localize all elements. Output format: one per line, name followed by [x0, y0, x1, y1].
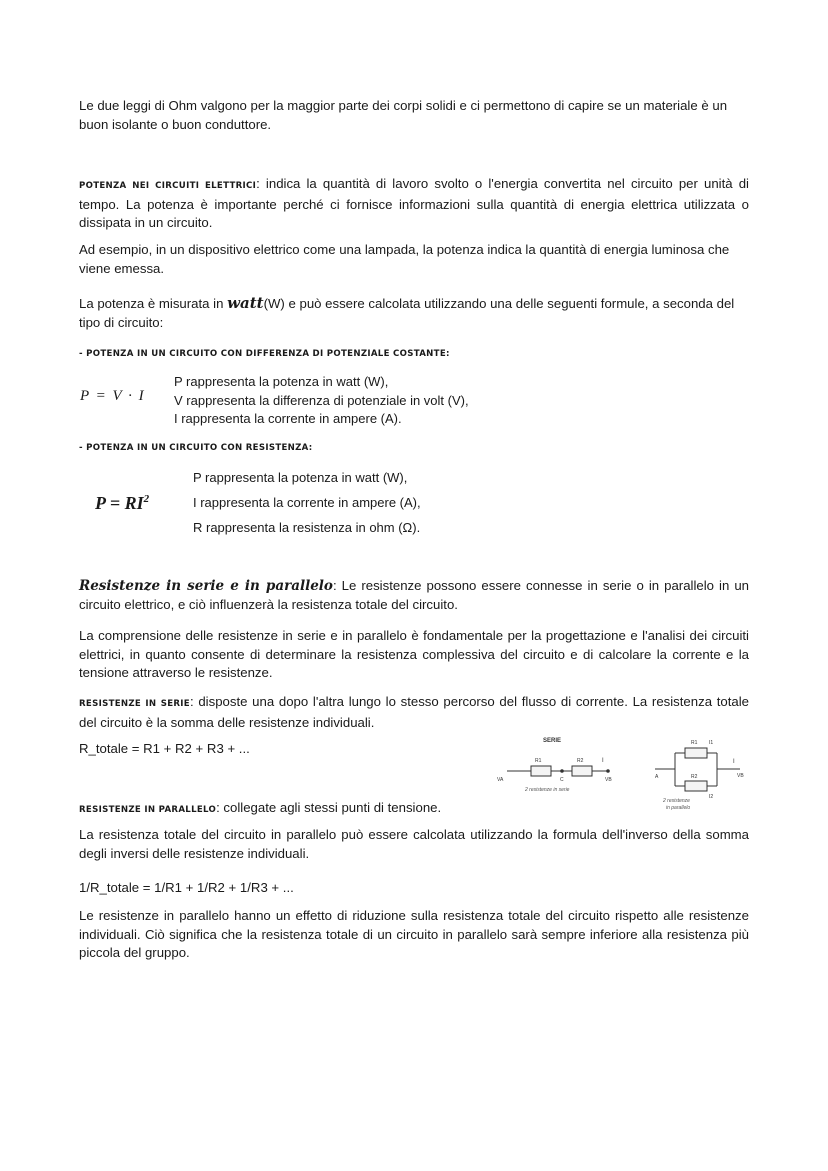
serie-title: SERIE [543, 738, 562, 744]
case2-exponent: 2 [143, 493, 150, 505]
case1-description [174, 373, 469, 429]
par-label-a: A [655, 774, 659, 780]
par-label-r2: R2 [691, 774, 698, 780]
circuit-diagram [495, 731, 775, 816]
par-label-i1: I1 [709, 740, 714, 746]
case1-formula: P = V · I [80, 388, 144, 404]
serie-heading: RESISTENZE IN SERIE [79, 699, 190, 709]
resistenze-text: : Le resistenze possono essere connesse in serie o in parallelo in un circuito elettrico, e ciò influenzerà la resistenza totale del circuito. [79, 578, 750, 612]
case2-line: R rappresenta la resistenza in ohm (Ω). [193, 520, 421, 535]
understanding-paragraph: La comprensione delle resistenze in serie e in parallelo è fondamentale per la progettazione e l'analisi dei circuiti elettrici, in quanto consente di determinare la resistenza complessiva del circuito e di calcolare la corrente e la tensione attraverso le resistenze. [79, 628, 749, 680]
par-label-i2: I2 [709, 794, 714, 800]
case2-line: P rappresenta la potenza in watt (W), [193, 470, 408, 485]
case2-line: I rappresenta la corrente in ampere (A), [193, 495, 421, 510]
par-label-i: I [733, 759, 735, 765]
series-circuit [507, 766, 609, 776]
parallelo-heading: RESISTENZE IN PARALLELO [79, 805, 217, 815]
measure-text-after: (W) e può essere calcolata utilizzando una delle seguenti formule, a seconda del tipo di circuito: [79, 296, 735, 330]
parallelo-formula: 1/R_totale = 1/R1 + 1/R2 + 1/R3 + ... [79, 880, 294, 895]
case1-line: V rappresenta la differenza di potenziale in volt (V), [174, 392, 469, 408]
case2-formula-text: P = RI [95, 493, 144, 513]
case2-formula [95, 490, 149, 513]
case1-line: P rappresenta la potenza in watt (W), [174, 374, 389, 389]
par-label-r1: R1 [691, 740, 698, 746]
measure-paragraph [79, 294, 749, 332]
label-va: VA [497, 777, 504, 783]
par-caption: 2 resistenze [663, 798, 690, 804]
serie-text: : disposte una dopo l'altra lungo lo stesso percorso del flusso di corrente. La resistenza totale del circuito è la somma delle resistenze individuali. [79, 694, 749, 730]
parallelo-paragraph [79, 799, 441, 820]
label-r2: R2 [577, 758, 584, 764]
case2-description [193, 465, 421, 540]
resistenze-paragraph [79, 577, 749, 614]
parallel-circuit [655, 748, 740, 791]
label-r1: R1 [535, 758, 542, 764]
calc-paragraph: La resistenza totale del circuito in parallelo può essere calcolata utilizzando la formula dell'inverso della somma degli inversi delle resistenze individuali. [79, 827, 749, 861]
parallelo-text: : collegate agli stessi punti di tensione. [216, 800, 442, 815]
par-label-vb: VB [737, 773, 744, 779]
potenza-text: : indica la quantità di lavoro svolto o l'energia convertita nel circuito per unità di tempo. La potenza è importante perché ci fornisce informazioni sulla quantità di energia elettrica utilizzata o dissipata in un circuito. [79, 176, 749, 230]
potenza-paragraph [79, 175, 749, 233]
case1-line: I rappresenta la corrente in ampere (A). [174, 411, 402, 426]
serie-formula: R_totale = R1 + R2 + R3 + ... [79, 741, 250, 756]
example-paragraph: Ad esempio, in un dispositivo elettrico come una lampada, la potenza indica la quantità di energia luminosa che viene emessa. [79, 242, 730, 276]
intro-paragraph: Le due leggi di Ohm valgono per la maggior parte dei corpi solidi e ci permettono di capire se un materiale è un buon isolante o buon conduttore. [79, 98, 728, 132]
potenza-heading: POTENZA NEI CIRCUITI ELETTRICI [79, 181, 257, 191]
watt-word: watt [227, 294, 264, 312]
label-i: I [602, 758, 604, 764]
label-vb: VB [605, 777, 612, 783]
case2-heading: - POTENZA IN UN CIRCUITO CON RESISTENZA: [79, 443, 313, 453]
effect-paragraph: Le resistenze in parallelo hanno un effetto di riduzione sulla resistenza totale del circuito rispetto alle resistenze individuali. Ciò significa che la resistenza totale di un circuito in parallelo sarà sempre inferiore alla resistenza più piccola del gruppo. [79, 908, 749, 960]
measure-text: La potenza è misurata in [79, 296, 228, 311]
serie-paragraph [79, 693, 749, 732]
case1-heading: - POTENZA IN UN CIRCUITO CON DIFFERENZA DI POTENZIALE COSTANTE: [79, 349, 450, 359]
label-c: C [560, 777, 564, 783]
serie-caption: 2 resistenze in serie [525, 787, 570, 793]
resistenze-heading: Resistenze in serie e in parallelo [79, 578, 333, 594]
par-caption: in parallelo [666, 805, 691, 811]
